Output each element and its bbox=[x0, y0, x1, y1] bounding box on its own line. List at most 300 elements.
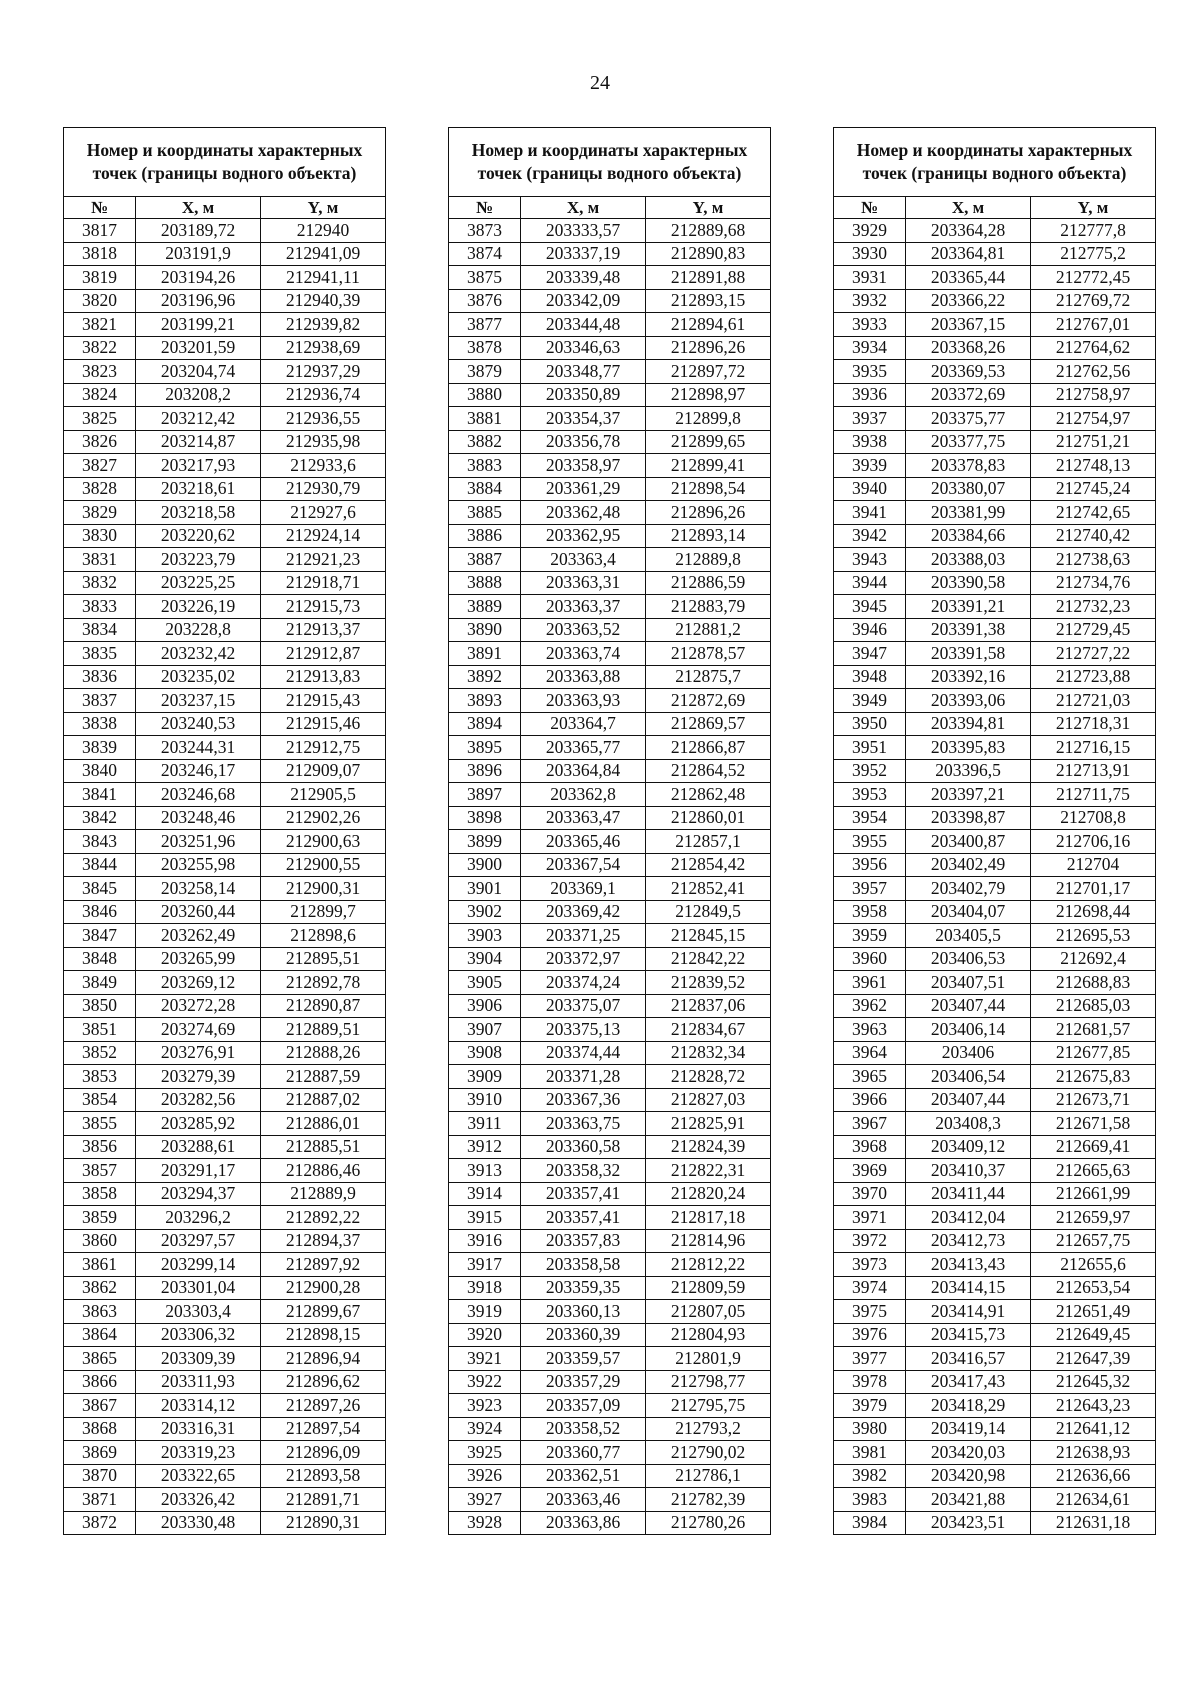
y-coordinate: 212711,75 bbox=[1031, 783, 1156, 807]
table-row bbox=[64, 1206, 386, 1230]
x-coordinate: 203244,31 bbox=[136, 736, 261, 760]
y-coordinate: 212649,45 bbox=[1031, 1323, 1156, 1347]
table-row bbox=[64, 830, 386, 854]
table-row bbox=[64, 1323, 386, 1347]
y-coordinate: 212828,72 bbox=[646, 1065, 771, 1089]
table-row bbox=[834, 1018, 1156, 1042]
y-coordinate: 212898,6 bbox=[261, 924, 386, 948]
point-number: 3933 bbox=[834, 313, 906, 337]
table-row bbox=[449, 289, 771, 313]
y-coordinate: 212665,63 bbox=[1031, 1159, 1156, 1183]
table-row bbox=[834, 1112, 1156, 1136]
x-coordinate: 203374,24 bbox=[521, 971, 646, 995]
x-coordinate: 203201,59 bbox=[136, 336, 261, 360]
y-coordinate: 212878,57 bbox=[646, 642, 771, 666]
point-number: 3841 bbox=[64, 783, 136, 807]
table-caption: Номер и координаты характерных точек (границы водного объекта) bbox=[834, 128, 1156, 197]
table-row bbox=[64, 900, 386, 924]
y-coordinate: 212892,78 bbox=[261, 971, 386, 995]
table-row bbox=[64, 595, 386, 619]
point-number: 3887 bbox=[449, 548, 521, 572]
table-row bbox=[449, 806, 771, 830]
point-number: 3869 bbox=[64, 1441, 136, 1465]
point-number: 3972 bbox=[834, 1229, 906, 1253]
table-row bbox=[834, 1088, 1156, 1112]
x-coordinate: 203360,77 bbox=[521, 1441, 646, 1465]
table-row bbox=[449, 595, 771, 619]
table-row bbox=[449, 665, 771, 689]
y-coordinate: 212849,5 bbox=[646, 900, 771, 924]
table-row bbox=[834, 877, 1156, 901]
x-coordinate: 203311,93 bbox=[136, 1370, 261, 1394]
x-coordinate: 203361,29 bbox=[521, 477, 646, 501]
y-coordinate: 212866,87 bbox=[646, 736, 771, 760]
y-coordinate: 212764,62 bbox=[1031, 336, 1156, 360]
y-coordinate: 212915,73 bbox=[261, 595, 386, 619]
point-number: 3852 bbox=[64, 1041, 136, 1065]
x-coordinate: 203301,04 bbox=[136, 1276, 261, 1300]
x-coordinate: 203369,1 bbox=[521, 877, 646, 901]
column-header-y: Y, м bbox=[646, 197, 771, 219]
x-coordinate: 203265,99 bbox=[136, 947, 261, 971]
table-row bbox=[64, 383, 386, 407]
table-row bbox=[449, 454, 771, 478]
x-coordinate: 203358,58 bbox=[521, 1253, 646, 1277]
y-coordinate: 212738,63 bbox=[1031, 548, 1156, 572]
table-row bbox=[449, 477, 771, 501]
point-number: 3914 bbox=[449, 1182, 521, 1206]
y-coordinate: 212915,43 bbox=[261, 689, 386, 713]
point-number: 3930 bbox=[834, 242, 906, 266]
point-number: 3966 bbox=[834, 1088, 906, 1112]
x-coordinate: 203360,58 bbox=[521, 1135, 646, 1159]
table-row bbox=[64, 1511, 386, 1535]
y-coordinate: 212899,41 bbox=[646, 454, 771, 478]
point-number: 3973 bbox=[834, 1253, 906, 1277]
x-coordinate: 203410,37 bbox=[906, 1159, 1031, 1183]
x-coordinate: 203391,58 bbox=[906, 642, 1031, 666]
x-coordinate: 203251,96 bbox=[136, 830, 261, 854]
y-coordinate: 212827,03 bbox=[646, 1088, 771, 1112]
x-coordinate: 203406,14 bbox=[906, 1018, 1031, 1042]
coordinates-table-2 bbox=[448, 127, 771, 1535]
table-row bbox=[64, 1347, 386, 1371]
point-number: 3957 bbox=[834, 877, 906, 901]
table-row bbox=[834, 242, 1156, 266]
y-coordinate: 212790,02 bbox=[646, 1441, 771, 1465]
y-coordinate: 212631,18 bbox=[1031, 1511, 1156, 1535]
table-row bbox=[64, 1229, 386, 1253]
x-coordinate: 203375,13 bbox=[521, 1018, 646, 1042]
table-row bbox=[834, 1488, 1156, 1512]
point-number: 3950 bbox=[834, 712, 906, 736]
x-coordinate: 203365,44 bbox=[906, 266, 1031, 290]
point-number: 3888 bbox=[449, 571, 521, 595]
table-row bbox=[449, 266, 771, 290]
x-coordinate: 203418,29 bbox=[906, 1394, 1031, 1418]
x-coordinate: 203240,53 bbox=[136, 712, 261, 736]
table-row bbox=[834, 501, 1156, 525]
table-row bbox=[449, 1135, 771, 1159]
table-row bbox=[834, 571, 1156, 595]
table-row bbox=[834, 971, 1156, 995]
x-coordinate: 203404,07 bbox=[906, 900, 1031, 924]
x-coordinate: 203220,62 bbox=[136, 524, 261, 548]
column-header-number: № bbox=[64, 197, 136, 219]
x-coordinate: 203363,37 bbox=[521, 595, 646, 619]
table-row bbox=[449, 1464, 771, 1488]
table-row bbox=[64, 665, 386, 689]
x-coordinate: 203339,48 bbox=[521, 266, 646, 290]
point-number: 3866 bbox=[64, 1370, 136, 1394]
table-row bbox=[64, 313, 386, 337]
table-row bbox=[449, 1018, 771, 1042]
table-row bbox=[64, 642, 386, 666]
table-row bbox=[449, 1088, 771, 1112]
point-number: 3917 bbox=[449, 1253, 521, 1277]
point-number: 3979 bbox=[834, 1394, 906, 1418]
table-row bbox=[64, 1135, 386, 1159]
table-row bbox=[64, 853, 386, 877]
x-coordinate: 203363,88 bbox=[521, 665, 646, 689]
point-number: 3835 bbox=[64, 642, 136, 666]
point-number: 3954 bbox=[834, 806, 906, 830]
y-coordinate: 212798,77 bbox=[646, 1370, 771, 1394]
x-coordinate: 203364,84 bbox=[521, 759, 646, 783]
y-coordinate: 212681,57 bbox=[1031, 1018, 1156, 1042]
point-number: 3843 bbox=[64, 830, 136, 854]
x-coordinate: 203362,51 bbox=[521, 1464, 646, 1488]
table-row bbox=[449, 1441, 771, 1465]
table-row bbox=[64, 1300, 386, 1324]
y-coordinate: 212869,57 bbox=[646, 712, 771, 736]
table-row bbox=[64, 407, 386, 431]
y-coordinate: 212734,76 bbox=[1031, 571, 1156, 595]
table-caption: Номер и координаты характерных точек (границы водного объекта) bbox=[449, 128, 771, 197]
x-coordinate: 203272,28 bbox=[136, 994, 261, 1018]
table-row bbox=[834, 994, 1156, 1018]
x-coordinate: 203363,46 bbox=[521, 1488, 646, 1512]
y-coordinate: 212706,16 bbox=[1031, 830, 1156, 854]
point-number: 3978 bbox=[834, 1370, 906, 1394]
table-row bbox=[64, 947, 386, 971]
x-coordinate: 203358,52 bbox=[521, 1417, 646, 1441]
table-row bbox=[64, 877, 386, 901]
table-row bbox=[834, 736, 1156, 760]
table-row bbox=[449, 618, 771, 642]
y-coordinate: 212940 bbox=[261, 219, 386, 243]
y-coordinate: 212786,1 bbox=[646, 1464, 771, 1488]
y-coordinate: 212912,87 bbox=[261, 642, 386, 666]
point-number: 3817 bbox=[64, 219, 136, 243]
table-row bbox=[64, 1394, 386, 1418]
y-coordinate: 212881,2 bbox=[646, 618, 771, 642]
table-row bbox=[64, 1253, 386, 1277]
x-coordinate: 203357,41 bbox=[521, 1182, 646, 1206]
y-coordinate: 212845,15 bbox=[646, 924, 771, 948]
x-coordinate: 203191,9 bbox=[136, 242, 261, 266]
table-row bbox=[834, 1206, 1156, 1230]
x-coordinate: 203363,47 bbox=[521, 806, 646, 830]
column-header-x: X, м bbox=[906, 197, 1031, 219]
point-number: 3913 bbox=[449, 1159, 521, 1183]
table-row bbox=[834, 806, 1156, 830]
point-number: 3822 bbox=[64, 336, 136, 360]
point-number: 3949 bbox=[834, 689, 906, 713]
point-number: 3908 bbox=[449, 1041, 521, 1065]
point-number: 3934 bbox=[834, 336, 906, 360]
table-body bbox=[834, 219, 1156, 1535]
point-number: 3860 bbox=[64, 1229, 136, 1253]
y-coordinate: 212721,03 bbox=[1031, 689, 1156, 713]
table-row bbox=[834, 1159, 1156, 1183]
point-number: 3846 bbox=[64, 900, 136, 924]
table-row bbox=[834, 313, 1156, 337]
point-number: 3863 bbox=[64, 1300, 136, 1324]
table-row bbox=[449, 736, 771, 760]
x-coordinate: 203248,46 bbox=[136, 806, 261, 830]
point-number: 3927 bbox=[449, 1488, 521, 1512]
table-row bbox=[449, 1323, 771, 1347]
table-row bbox=[64, 712, 386, 736]
point-number: 3946 bbox=[834, 618, 906, 642]
table-row bbox=[449, 1370, 771, 1394]
point-number: 3945 bbox=[834, 595, 906, 619]
x-coordinate: 203359,35 bbox=[521, 1276, 646, 1300]
x-coordinate: 203359,57 bbox=[521, 1347, 646, 1371]
table-row bbox=[834, 1135, 1156, 1159]
y-coordinate: 212769,72 bbox=[1031, 289, 1156, 313]
x-coordinate: 203372,69 bbox=[906, 383, 1031, 407]
x-coordinate: 203279,39 bbox=[136, 1065, 261, 1089]
x-coordinate: 203223,79 bbox=[136, 548, 261, 572]
point-number: 3877 bbox=[449, 313, 521, 337]
point-number: 3882 bbox=[449, 430, 521, 454]
y-coordinate: 212772,45 bbox=[1031, 266, 1156, 290]
point-number: 3851 bbox=[64, 1018, 136, 1042]
y-coordinate: 212893,15 bbox=[646, 289, 771, 313]
y-coordinate: 212671,58 bbox=[1031, 1112, 1156, 1136]
table-row bbox=[64, 360, 386, 384]
point-number: 3862 bbox=[64, 1276, 136, 1300]
x-coordinate: 203309,39 bbox=[136, 1347, 261, 1371]
x-coordinate: 203364,7 bbox=[521, 712, 646, 736]
column-header-x: X, м bbox=[521, 197, 646, 219]
y-coordinate: 212894,37 bbox=[261, 1229, 386, 1253]
y-coordinate: 212647,39 bbox=[1031, 1347, 1156, 1371]
table-row bbox=[449, 1253, 771, 1277]
point-number: 3893 bbox=[449, 689, 521, 713]
y-coordinate: 212657,75 bbox=[1031, 1229, 1156, 1253]
table-row bbox=[449, 1417, 771, 1441]
point-number: 3890 bbox=[449, 618, 521, 642]
table-row bbox=[64, 783, 386, 807]
y-coordinate: 212634,61 bbox=[1031, 1488, 1156, 1512]
y-coordinate: 212729,45 bbox=[1031, 618, 1156, 642]
point-number: 3854 bbox=[64, 1088, 136, 1112]
point-number: 3955 bbox=[834, 830, 906, 854]
x-coordinate: 203333,57 bbox=[521, 219, 646, 243]
point-number: 3894 bbox=[449, 712, 521, 736]
column-header-number: № bbox=[834, 197, 906, 219]
point-number: 3912 bbox=[449, 1135, 521, 1159]
point-number: 3839 bbox=[64, 736, 136, 760]
x-coordinate: 203217,93 bbox=[136, 454, 261, 478]
y-coordinate: 212692,4 bbox=[1031, 947, 1156, 971]
point-number: 3909 bbox=[449, 1065, 521, 1089]
point-number: 3961 bbox=[834, 971, 906, 995]
table-row bbox=[834, 1323, 1156, 1347]
point-number: 3981 bbox=[834, 1441, 906, 1465]
point-number: 3939 bbox=[834, 454, 906, 478]
y-coordinate: 212941,09 bbox=[261, 242, 386, 266]
x-coordinate: 203358,97 bbox=[521, 454, 646, 478]
y-coordinate: 212889,8 bbox=[646, 548, 771, 572]
y-coordinate: 212897,92 bbox=[261, 1253, 386, 1277]
table-row bbox=[834, 830, 1156, 854]
x-coordinate: 203356,78 bbox=[521, 430, 646, 454]
y-coordinate: 212889,68 bbox=[646, 219, 771, 243]
table-row bbox=[834, 1394, 1156, 1418]
y-coordinate: 212936,74 bbox=[261, 383, 386, 407]
y-coordinate: 212937,29 bbox=[261, 360, 386, 384]
point-number: 3984 bbox=[834, 1511, 906, 1535]
table-row bbox=[834, 219, 1156, 243]
y-coordinate: 212940,39 bbox=[261, 289, 386, 313]
y-coordinate: 212933,6 bbox=[261, 454, 386, 478]
x-coordinate: 203371,25 bbox=[521, 924, 646, 948]
column-header-y: Y, м bbox=[1031, 197, 1156, 219]
x-coordinate: 203363,31 bbox=[521, 571, 646, 595]
point-number: 3902 bbox=[449, 900, 521, 924]
table-row bbox=[449, 759, 771, 783]
column-header-number: № bbox=[449, 197, 521, 219]
point-number: 3906 bbox=[449, 994, 521, 1018]
x-coordinate: 203364,28 bbox=[906, 219, 1031, 243]
column-header-x: X, м bbox=[136, 197, 261, 219]
x-coordinate: 203406 bbox=[906, 1041, 1031, 1065]
table-row bbox=[834, 665, 1156, 689]
table-row bbox=[449, 783, 771, 807]
point-number: 3905 bbox=[449, 971, 521, 995]
point-number: 3952 bbox=[834, 759, 906, 783]
point-number: 3932 bbox=[834, 289, 906, 313]
table-row bbox=[834, 1464, 1156, 1488]
x-coordinate: 203214,87 bbox=[136, 430, 261, 454]
x-coordinate: 203420,03 bbox=[906, 1441, 1031, 1465]
x-coordinate: 203204,74 bbox=[136, 360, 261, 384]
point-number: 3983 bbox=[834, 1488, 906, 1512]
point-number: 3820 bbox=[64, 289, 136, 313]
page-number: 24 bbox=[590, 72, 610, 94]
y-coordinate: 212669,41 bbox=[1031, 1135, 1156, 1159]
y-coordinate: 212889,9 bbox=[261, 1182, 386, 1206]
table-row bbox=[449, 1182, 771, 1206]
point-number: 3959 bbox=[834, 924, 906, 948]
table-row bbox=[64, 477, 386, 501]
y-coordinate: 212754,97 bbox=[1031, 407, 1156, 431]
y-coordinate: 212661,99 bbox=[1031, 1182, 1156, 1206]
y-coordinate: 212854,42 bbox=[646, 853, 771, 877]
point-number: 3849 bbox=[64, 971, 136, 995]
table-row bbox=[834, 383, 1156, 407]
x-coordinate: 203374,44 bbox=[521, 1041, 646, 1065]
x-coordinate: 203377,75 bbox=[906, 430, 1031, 454]
x-coordinate: 203393,06 bbox=[906, 689, 1031, 713]
x-coordinate: 203396,5 bbox=[906, 759, 1031, 783]
table-row bbox=[64, 689, 386, 713]
y-coordinate: 212704 bbox=[1031, 853, 1156, 877]
x-coordinate: 203365,77 bbox=[521, 736, 646, 760]
y-coordinate: 212782,39 bbox=[646, 1488, 771, 1512]
x-coordinate: 203390,58 bbox=[906, 571, 1031, 595]
x-coordinate: 203362,95 bbox=[521, 524, 646, 548]
x-coordinate: 203363,4 bbox=[521, 548, 646, 572]
table-row bbox=[449, 571, 771, 595]
table-row bbox=[834, 712, 1156, 736]
table-row bbox=[834, 1511, 1156, 1535]
table-row bbox=[834, 407, 1156, 431]
point-number: 3884 bbox=[449, 477, 521, 501]
table-row bbox=[834, 1065, 1156, 1089]
point-number: 3858 bbox=[64, 1182, 136, 1206]
y-coordinate: 212762,56 bbox=[1031, 360, 1156, 384]
x-coordinate: 203260,44 bbox=[136, 900, 261, 924]
point-number: 3968 bbox=[834, 1135, 906, 1159]
x-coordinate: 203395,83 bbox=[906, 736, 1031, 760]
table-row bbox=[834, 642, 1156, 666]
x-coordinate: 203299,14 bbox=[136, 1253, 261, 1277]
table-row bbox=[449, 1112, 771, 1136]
x-coordinate: 203330,48 bbox=[136, 1511, 261, 1535]
table-row bbox=[64, 1041, 386, 1065]
point-number: 3919 bbox=[449, 1300, 521, 1324]
x-coordinate: 203362,48 bbox=[521, 501, 646, 525]
x-coordinate: 203367,36 bbox=[521, 1088, 646, 1112]
y-coordinate: 212751,21 bbox=[1031, 430, 1156, 454]
table-row bbox=[64, 571, 386, 595]
y-coordinate: 212897,54 bbox=[261, 1417, 386, 1441]
point-number: 3926 bbox=[449, 1464, 521, 1488]
x-coordinate: 203255,98 bbox=[136, 853, 261, 877]
point-number: 3872 bbox=[64, 1511, 136, 1535]
table-row bbox=[64, 548, 386, 572]
y-coordinate: 212887,59 bbox=[261, 1065, 386, 1089]
y-coordinate: 212899,65 bbox=[646, 430, 771, 454]
y-coordinate: 212860,01 bbox=[646, 806, 771, 830]
y-coordinate: 212886,59 bbox=[646, 571, 771, 595]
point-number: 3837 bbox=[64, 689, 136, 713]
table-row bbox=[834, 430, 1156, 454]
point-number: 3899 bbox=[449, 830, 521, 854]
x-coordinate: 203322,65 bbox=[136, 1464, 261, 1488]
point-number: 3965 bbox=[834, 1065, 906, 1089]
y-coordinate: 212888,26 bbox=[261, 1041, 386, 1065]
table-row bbox=[64, 524, 386, 548]
table-row bbox=[449, 994, 771, 1018]
x-coordinate: 203368,26 bbox=[906, 336, 1031, 360]
x-coordinate: 203246,68 bbox=[136, 783, 261, 807]
point-number: 3982 bbox=[834, 1464, 906, 1488]
y-coordinate: 212924,14 bbox=[261, 524, 386, 548]
point-number: 3891 bbox=[449, 642, 521, 666]
point-number: 3936 bbox=[834, 383, 906, 407]
x-coordinate: 203357,83 bbox=[521, 1229, 646, 1253]
y-coordinate: 212817,18 bbox=[646, 1206, 771, 1230]
table-row bbox=[64, 1018, 386, 1042]
x-coordinate: 203375,77 bbox=[906, 407, 1031, 431]
point-number: 3935 bbox=[834, 360, 906, 384]
